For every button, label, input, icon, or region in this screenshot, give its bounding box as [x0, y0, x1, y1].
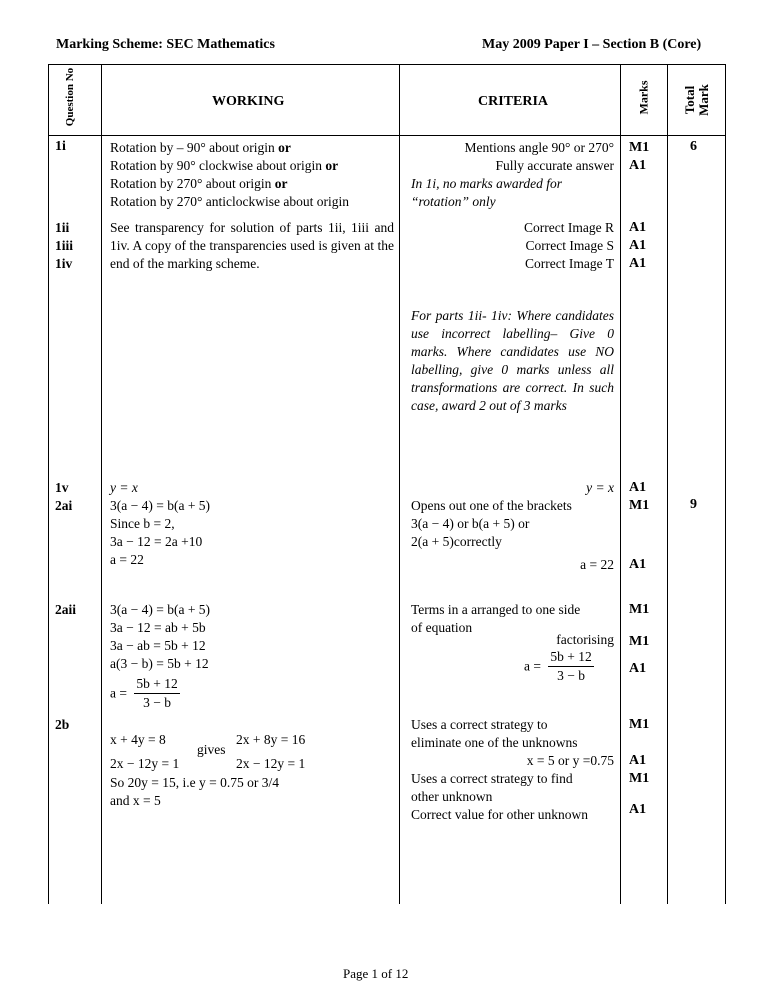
table-border-left [48, 64, 49, 904]
criteria-2ai: Opens out one of the brackets 3(a − 4) or b(a + 5) or 2(a + 5)correctly [411, 498, 572, 549]
criteria-2aii-factorising: factorising [556, 632, 614, 647]
marks-1ii: A1 A1 A1 [629, 220, 647, 271]
question-no-heading: Question No [64, 67, 76, 127]
working-1ii: See transparency for solution of parts 1ii, 1iii and 1iv. A copy of the transparencies used is given at the end of the marking scheme. [110, 220, 394, 271]
working-2b-gives: gives [197, 742, 226, 757]
table-border-right [725, 64, 726, 904]
marks-2aii-1: M1 [629, 602, 650, 617]
criteria-2ai-answer: a = 22 [580, 557, 614, 572]
marks-2b-2: A1 M1 [629, 753, 650, 786]
criteria-note-1i: In 1i, no marks awarded for “rotation” only [411, 176, 562, 209]
total-mark-heading: Total Mark [682, 84, 711, 116]
criteria-1i: Mentions angle 90° or 270° Fully accurate answer [464, 140, 614, 173]
working-2b: So 20y = 15, i.e y = 0.75 or 3/4 and x = 5 [110, 775, 279, 808]
page-number: Page 1 of 12 [343, 966, 409, 981]
criteria-2aii-answer: a = $\frac{5b + 12}{3 - b}$ [524, 649, 592, 683]
header-right: May 2009 Paper I – Section B (Core) [482, 37, 702, 52]
question-number: 2aii [55, 602, 77, 617]
marks-2b-1: M1 [629, 717, 650, 732]
criteria-1v: y = x [586, 480, 614, 495]
total-mark: 6 [690, 139, 697, 154]
working-2b-eq1: x + 4y = 8 2x − 12y = 1 [110, 732, 180, 771]
marks-2aii-2: M1 [629, 634, 650, 649]
working-1i: Rotation by – 90° about origin or Rotation by 90° clockwise about origin or Rotation by 270° about origin or Rotation by 270° anticlockwise about origin [110, 140, 349, 209]
marks-1i: M1 A1 [629, 140, 650, 173]
criteria-2b: Uses a correct strategy to eliminate one of the unknowns [411, 717, 578, 750]
note-1ii: For parts 1ii- 1iv: Where candidates use incorrect labelling– Give 0 marks. Where candidates use NO labelling, give 0 marks unless all transformations are correct. In such case, award 2 out of 3 marks [411, 308, 614, 413]
marks-1v: A1 M1 [629, 480, 650, 513]
criteria-2b-rest: Uses a correct strategy to find other unknown Correct value for other unknown [411, 771, 588, 822]
marks-2aii-3: A1 [629, 661, 647, 676]
header-left: Marking Scheme: SEC Mathematics [56, 37, 275, 52]
working-1v: y = x 3(a − 4) = b(a + 5) Since b = 2, 3a − 12 = 2a +10 a = 22 [110, 480, 211, 567]
marks-2b-3: A1 [629, 802, 647, 817]
col-divider [667, 64, 668, 904]
working-2aii: 3(a − 4) = b(a + 5) 3a − 12 = ab + 5b 3a − ab = 5b + 12 a(3 − b) = 5b + 12 a = $\frac{5b + 12}{3 - b}$ [110, 602, 211, 710]
col-divider [399, 64, 400, 904]
working-2b-eq2: 2x + 8y = 16 2x − 12y = 1 [236, 732, 306, 771]
question-numbers: 1ii 1iii 1iv [55, 220, 74, 271]
criteria-2b-value: x = 5 or y =0.75 [526, 753, 614, 768]
marks-2ai: A1 [629, 557, 647, 572]
criteria-heading: CRITERIA [478, 94, 549, 109]
working-heading: WORKING [212, 94, 285, 109]
question-numbers: 1v 2ai [55, 480, 73, 513]
criteria-2aii: Terms in a arranged to one side of equation [411, 602, 581, 635]
col-divider [620, 64, 621, 904]
marks-heading: Marks [636, 80, 651, 115]
total-mark: 9 [690, 497, 697, 512]
header-row-border [48, 135, 726, 136]
criteria-1ii: Correct Image R Correct Image S Correct Image T [524, 220, 614, 271]
col-divider [101, 64, 102, 904]
table-top-border [48, 64, 726, 65]
question-number: 1i [55, 139, 66, 154]
question-number: 2b [55, 717, 70, 732]
